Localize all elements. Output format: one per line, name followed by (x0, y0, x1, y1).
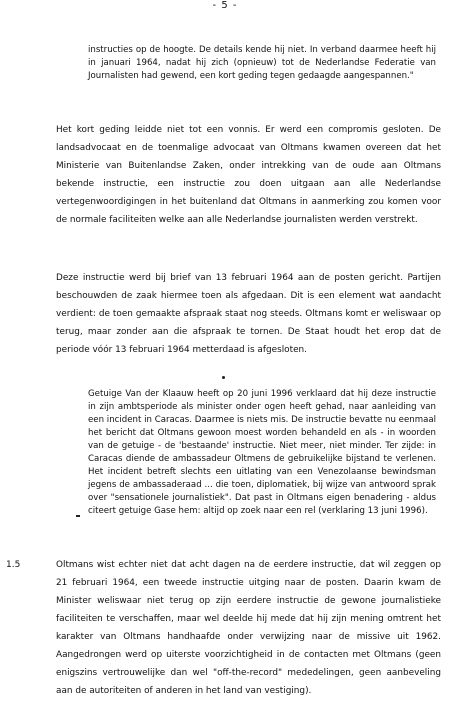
page-number: - 5 - (212, 0, 238, 11)
quote-block-2: Getuige Van der Klaauw heeft op 20 juni 1996 verklaard dat hij deze instructie in zijn ambtsperiode als minister onder ogen heeft gehad, naar aanleiding van een incident in Caracas. Daarmee is niets mis. De instructie bevatte nu eenmaal het bericht dat Oltmans gewoon moest worden behandeld en als - in woorden van de getuige - de 'bestaande' instructie. Niet meer, niet minder. Ter zijde: in Caracas diende de ambassadeur Oltmens de gebruikelijke bijstand te verlenen. Het incident betreft slechts een uitlating van een Venezolaanse bewindsman jegens de ambassaderaad ... die toen, diplomatiek, bij wijze van antwoord sprak over "sensationele journalistiek". Dat past in Oltmans eigen benadering - aldus citeert getuige Gase hem: altijd op zoek naar een rel (verklaring 13 juni 1996). (88, 389, 436, 516)
bullet-dot-mark (222, 376, 225, 379)
section-number: 1.5 (6, 560, 21, 570)
paragraph-1: Het kort geding leidde niet tot een vonnis. Er werd een compromis gesloten. De landsadvocaat en de toenmalige advocaat van Oltmans kwamen overeen dat het Ministerie van Buitenlandse Zaken, onder intrekking van de oude aan Oltmans bekende instructie, een instructie zou doen uitgaan aan alle Nederlandse vertegenwoordigingen in het buitenland dat Oltmans in aanmerking zou komen voor de normale faciliteiten welke aan alle Nederlandse journalisten werden verstrekt. (56, 125, 441, 225)
paragraph-3: Oltmans wist echter niet dat acht dagen na de eerdere instructie, dat wil zeggen op 21 februari 1964, een tweede instructie uitging naar de posten. Daarin kwam de Minister weliswaar niet terug op zijn eerdere instructie de gewone journalistieke faciliteiten te verschaffen, maar wel deelde hij mede dat hij zijn mening omtrent het karakter van Oltmans handhaafde onder verwijzing naar de missive uit 1962. Aangedrongen werd op uiterste voorzichtigheid in de contacten met Oltmans (geen enigszins vertrouwelijke dan wel "off-the-record" mededelingen, geen aanbeveling aan de autoriteiten of anderen in het land van vestiging). (56, 560, 441, 696)
paragraph-2: Deze instructie werd bij brief van 13 februari 1964 aan de posten gericht. Partijen beschouwden de zaak hiermee toen als afgedaan. Dit is een element wat aandacht verdient: de toen gemaakte afspraak staat nog steeds. Oltmans komt er weliswaar op terug, maar zonder aan die afspraak te tornen. De Staat houdt het erop dat de periode vóór 13 februari 1964 metterdaad is afgesloten. (56, 273, 441, 355)
quote-block-1: instructies op de hoogte. De details kende hij niet. In verband daarmee heeft hij in januari 1964, nadat hij zich (opnieuw) tot de Nederlandse Federatie van Journalisten had gewend, een kort geding tegen gedaagde aangespannen." (88, 45, 436, 81)
margin-dash-mark (76, 515, 80, 517)
